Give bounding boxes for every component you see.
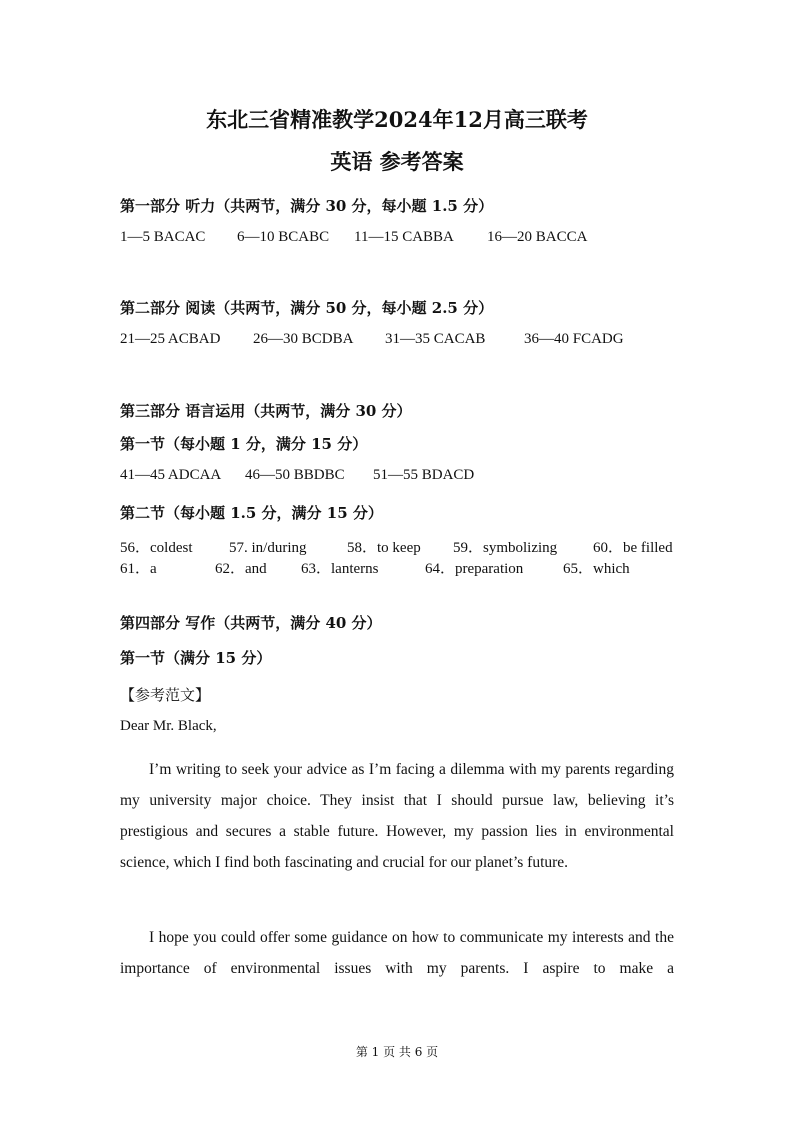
answer-group: 31—35 CACAB [385,331,486,347]
part3-heading: 第三部分 语言运用（共两节，满分 30 分） [120,402,412,420]
document-subtitle: 英语 参考答案 [330,149,464,174]
part4-heading: 第四部分 写作（共两节，满分 40 分） [120,614,382,632]
answer-group: 6—10 BCABC [237,229,330,245]
essay-paragraph: I’m writing to seek your advice as I’m facing a dilemma with my parents regarding my university major choice. They insist that I should pursue law, believing it’s prestigious and secures a stable future. However, my passion lies in environmental science, which I find both fascinating and crucial for our planet’s future. [120,761,674,871]
fill-answer: 65．which [563,561,630,577]
letter-greeting: Dear Mr. Black, [120,718,217,734]
fill-answer: 63．lanterns [301,561,379,577]
essay-paragraph: I hope you could offer some guidance on how to communicate my interests and the importance of environmental issues with my parents. I aspire to make a [120,929,674,977]
answer-group: 21—25 ACBAD [120,331,221,347]
answer-group: 26—30 BCDBA [253,331,354,347]
part3-section1-heading: 第一节（每小题 1 分，满分 15 分） [120,435,368,453]
fill-answer: 64．preparation [425,561,524,577]
answer-group: 46—50 BBDBC [245,467,345,483]
part3-section2-row1 [120,536,673,557]
sample-essay-label: 【参考范文】 [120,688,211,704]
fill-answer: 59．symbolizing [453,540,558,556]
page-number: 第 1 页 共 6 页 [355,1045,439,1059]
answer-group: 41—45 ADCAA [120,467,222,483]
part2-heading: 第二部分 阅读（共两节，满分 50 分，每小题 2.5 分） [120,299,494,317]
answer-group: 11—15 CABBA [354,229,454,245]
fill-answer: 62．and [215,561,267,577]
part2-answers [120,331,624,348]
answer-group: 51—55 BDACD [373,467,475,483]
part1-heading: 第一部分 听力（共两节，满分 30 分，每小题 1.5 分） [120,197,494,215]
part4-section1-heading: 第一节（满分 15 分） [120,649,272,667]
document-title: 东北三省精准教学2024年12月高三联考 [206,107,588,132]
answer-group: 36—40 FCADG [524,331,624,347]
answer-group: 1—5 BACAC [120,229,206,245]
fill-answer: 57. in/during [229,540,307,556]
fill-answer: 61．a [120,561,157,577]
part3-section1-answers [120,467,474,484]
fill-answer: 56．coldest [120,540,193,556]
part3-section2-heading: 第二节（每小题 1.5 分，满分 15 分） [120,504,383,522]
fill-answer: 60．be filled [593,540,673,556]
answer-group: 16—20 BACCA [487,229,588,245]
part1-answers [120,229,587,246]
fill-answer: 58．to keep [347,540,421,556]
part3-section2-row2 [120,557,630,578]
